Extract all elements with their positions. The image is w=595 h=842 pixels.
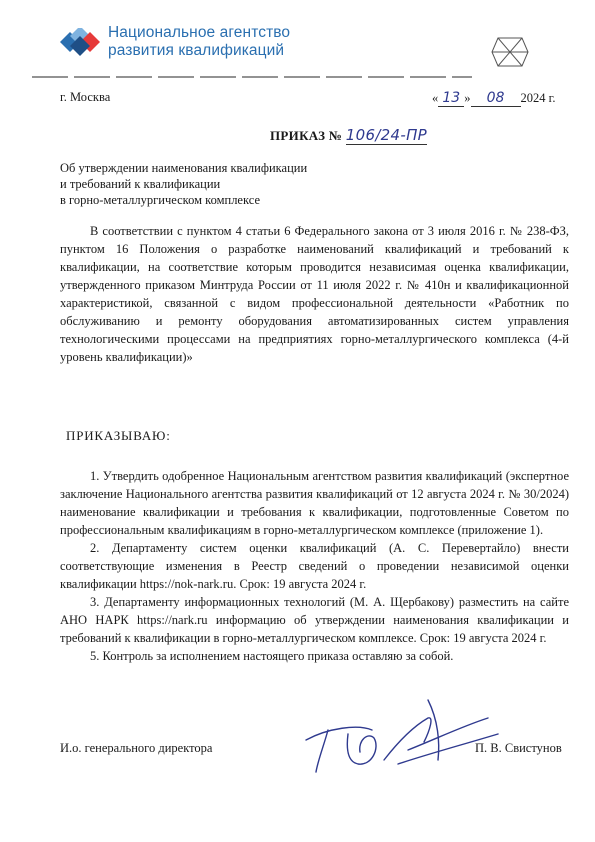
order-number: 106/24-ПР: [345, 126, 428, 144]
date-day: 13: [438, 90, 464, 107]
order-item: 1. Утвердить одобренное Национальным агентством развития квалификаций (экспертное заключение Национального агентства развития квалификаций от 12 августа 2024 г. № 30/2024) наименование квалификации и требования к квалификации, подготовленные Советом по профессиональным квалификациям в горно-металлургическом комплексе (приложение 1).: [60, 469, 569, 537]
date-quote-open: «: [432, 91, 439, 105]
signer-title: И.о. генерального директора: [60, 741, 213, 755]
order-items: [60, 467, 569, 665]
order-title: [270, 126, 427, 145]
order-subject: [60, 160, 307, 208]
org-name-line2: развития квалификаций: [108, 42, 285, 59]
order-item: 3. Департаменту информационных технологий (М. А. Щербакову) разместить на сайте АНО НАРК https://nark.ru информацию об утверждении наименования квалификации и требований к квалификации в горно-металлургическом комплексе. Срок: 19 августа 2024 г.: [60, 595, 569, 645]
order-item: 5. Контроль за исполнением настоящего приказа оставляю за собой.: [90, 649, 454, 663]
signer-name: П. В. Свистунов: [475, 741, 562, 755]
date-month: 08: [471, 90, 521, 107]
handwritten-signature: [288, 690, 518, 785]
date-quote-close: »: [464, 91, 471, 105]
cube-mark-icon: [488, 32, 530, 74]
subject-line: в горно-металлургическом комплексе: [60, 193, 260, 207]
preamble-paragraph: В соответствии с пунктом 4 статьи 6 Федерального закона от 3 июля 2016 г. № 238-ФЗ, пунктом 16 Положения о разработке наименований квалификаций и требований к квалификации, на соответствие которым проводится независимая оценка квалификации, утвержденного приказом Минтруда России от 11 июля 2022 г. № 410н и квалификационной характеристикой, связанной с видом профессиональной деятельности «Работник по обслуживанию и ремонту оборудования автоматизированных систем управления технологическими процессами на предприятиях горно-металлургического комплекса (4-й уровень квалификации)»: [60, 224, 569, 364]
subject-line: и требований к квалификации: [60, 177, 221, 191]
city-label: г. Москва: [60, 90, 111, 104]
nark-logo-icon: [60, 28, 100, 56]
org-name-line1: Национальное агентство: [108, 24, 291, 41]
date-year: 2024 г.: [520, 91, 556, 105]
header-divider: [32, 76, 472, 78]
subject-line: Об утверждении наименования квалификации: [60, 161, 308, 175]
orders-heading: ПРИКАЗЫВАЮ:: [66, 428, 171, 443]
order-label: ПРИКАЗ №: [270, 128, 343, 143]
order-item: 2. Департаменту систем оценки квалификаций (А. С. Перевертайло) внести соответствующие изменения в Реестр сведений о проведении независимой оценки квалификации https://nok-nark.ru. Срок: 19 августа 2024 г.: [60, 541, 569, 591]
order-date: [432, 90, 555, 107]
